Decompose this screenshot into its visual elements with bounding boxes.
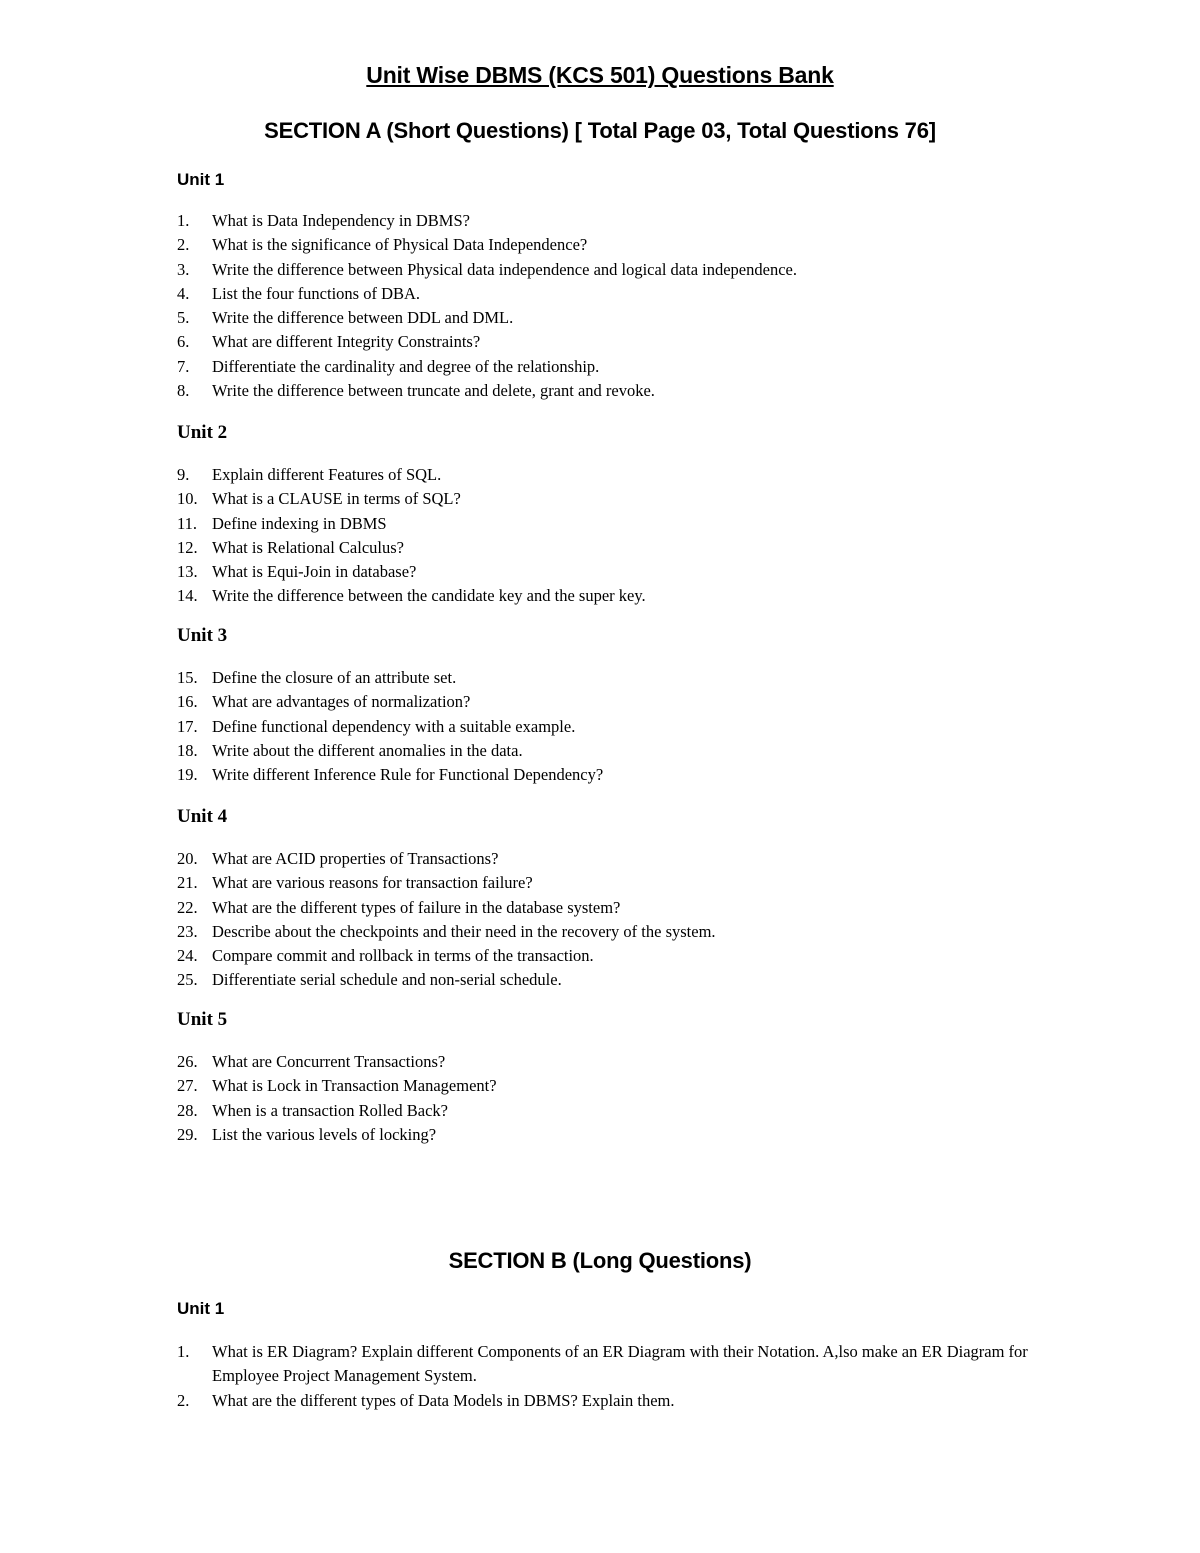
- question-number: 11.: [177, 513, 198, 533]
- question-item: [0, 1340, 1200, 1389]
- question-text: When is a transaction Rolled Back?: [212, 1100, 448, 1120]
- section-a-unit-4-questions: [0, 847, 1200, 993]
- question-item: [0, 463, 1200, 487]
- question-item: [0, 487, 1200, 511]
- question-number: 27.: [177, 1076, 198, 1096]
- question-number: 2.: [177, 235, 190, 255]
- question-number: 8.: [177, 381, 190, 401]
- question-item: [0, 739, 1200, 763]
- question-text: Define indexing in DBMS: [212, 513, 387, 533]
- question-item: [0, 1389, 1200, 1413]
- question-text: Write different Inference Rule for Functional Dependency?: [212, 765, 604, 785]
- question-number: 25.: [177, 970, 198, 990]
- question-item: [0, 690, 1200, 714]
- question-number: 29.: [177, 1124, 198, 1144]
- question-number: 13.: [177, 562, 198, 582]
- question-item: [0, 282, 1200, 306]
- question-text: What are advantages of normalization?: [212, 692, 471, 712]
- question-number: 9.: [177, 465, 190, 484]
- question-number: 1.: [177, 1342, 190, 1361]
- question-number: 20.: [177, 849, 198, 868]
- question-item: [0, 666, 1200, 690]
- document-title: Unit Wise DBMS (KCS 501) Questions Bank: [366, 62, 834, 88]
- section-a-title: SECTION A (Short Questions) [ Total Page 03, Total Questions 76]: [264, 118, 936, 143]
- question-text: Write the difference between truncate and delete, grant and revoke.: [212, 381, 655, 401]
- question-number: 18.: [177, 740, 198, 760]
- section-a-unit-3-questions: [0, 666, 1200, 787]
- question-item: [0, 584, 1200, 608]
- section-b-unit-1-questions: [0, 1340, 1200, 1413]
- question-item: [0, 560, 1200, 584]
- question-number: 28.: [177, 1100, 198, 1120]
- question-number: 26.: [177, 1052, 198, 1071]
- section-a-unit-2-questions: [0, 463, 1200, 609]
- question-number: 5.: [177, 308, 190, 328]
- question-item: [0, 1099, 1200, 1123]
- question-text: What are Concurrent Transactions?: [212, 1052, 446, 1071]
- section-a-unit-1-heading: Unit 1: [177, 170, 225, 189]
- question-number: 7.: [177, 356, 190, 376]
- question-number: 14.: [177, 586, 198, 606]
- question-text: Differentiate the cardinality and degree of the relationship.: [212, 356, 600, 376]
- question-item: [0, 871, 1200, 895]
- question-text: Write the difference between Physical data independence and logical data independence.: [212, 259, 797, 279]
- question-item: [0, 896, 1200, 920]
- question-number: 16.: [177, 692, 198, 712]
- question-item: [0, 847, 1200, 871]
- question-text: Define functional dependency with a suitable example.: [212, 716, 576, 736]
- question-number: 12.: [177, 537, 198, 557]
- section-a-unit-3-heading: Unit 3: [177, 625, 228, 646]
- question-number: 15.: [177, 668, 198, 687]
- question-text: What is Data Independency in DBMS?: [212, 211, 470, 230]
- question-item: [0, 306, 1200, 330]
- question-item: [0, 379, 1200, 403]
- question-number: 10.: [177, 489, 198, 509]
- question-text: Explain different Features of SQL.: [212, 465, 442, 484]
- question-number: 4.: [177, 283, 190, 303]
- question-item: [0, 1123, 1200, 1147]
- section-a-unit-2-heading: Unit 2: [177, 422, 228, 443]
- question-item: [0, 209, 1200, 233]
- question-text: What is ER Diagram? Explain different Components of an ER Diagram with their Notation. A,lso make an ER Diagram for Employee Project Management System.: [212, 1342, 1028, 1386]
- question-item: [0, 536, 1200, 560]
- question-item: [0, 715, 1200, 739]
- question-number: 6.: [177, 332, 190, 352]
- question-text: What is Equi-Join in database?: [212, 562, 417, 582]
- question-text: What is the significance of Physical Data Independence?: [212, 235, 588, 255]
- question-text: Compare commit and rollback in terms of the transaction.: [212, 946, 594, 966]
- question-item: [0, 920, 1200, 944]
- question-item: [0, 355, 1200, 379]
- question-item: [0, 330, 1200, 354]
- question-number: 24.: [177, 946, 198, 966]
- question-number: 19.: [177, 765, 198, 785]
- question-text: Write the difference between DDL and DML.: [212, 308, 514, 328]
- question-number: 22.: [177, 897, 198, 917]
- question-number: 2.: [177, 1390, 190, 1410]
- question-text: What are ACID properties of Transactions?: [212, 849, 499, 868]
- question-text: What is a CLAUSE in terms of SQL?: [212, 489, 461, 509]
- question-text: List the four functions of DBA.: [212, 283, 421, 303]
- question-text: What is Relational Calculus?: [212, 537, 404, 557]
- question-item: [0, 258, 1200, 282]
- question-item: [0, 1050, 1200, 1074]
- question-text: What are the different types of failure in the database system?: [212, 897, 621, 917]
- section-a-unit-4-heading: Unit 4: [177, 806, 228, 827]
- question-text: List the various levels of locking?: [212, 1124, 437, 1144]
- question-number: 17.: [177, 716, 198, 736]
- question-item: [0, 944, 1200, 968]
- question-number: 21.: [177, 873, 198, 893]
- question-number: 1.: [177, 211, 190, 230]
- question-text: Differentiate serial schedule and non-serial schedule.: [212, 970, 562, 990]
- question-item: [0, 968, 1200, 992]
- question-number: 3.: [177, 259, 190, 279]
- question-text: Define the closure of an attribute set.: [212, 668, 457, 687]
- question-text: What are different Integrity Constraints?: [212, 332, 481, 352]
- question-text: Write the difference between the candidate key and the super key.: [212, 586, 646, 606]
- question-text: What are various reasons for transaction failure?: [212, 873, 533, 893]
- question-item: [0, 1074, 1200, 1098]
- question-text: Describe about the checkpoints and their need in the recovery of the system.: [212, 921, 716, 941]
- section-b-unit-1-heading: Unit 1: [177, 1299, 225, 1318]
- section-a-unit-5-heading: Unit 5: [177, 1009, 228, 1030]
- question-number: 23.: [177, 921, 198, 941]
- question-text: What is Lock in Transaction Management?: [212, 1076, 497, 1096]
- question-item: [0, 512, 1200, 536]
- section-a-unit-5-questions: [0, 1050, 1200, 1147]
- section-b-title: SECTION B (Long Questions): [448, 1248, 752, 1273]
- question-text: Write about the different anomalies in the data.: [212, 740, 523, 760]
- section-a-unit-1-questions: [0, 209, 1200, 403]
- question-item: [0, 763, 1200, 787]
- question-item: [0, 233, 1200, 257]
- question-text: What are the different types of Data Models in DBMS? Explain them.: [212, 1390, 675, 1410]
